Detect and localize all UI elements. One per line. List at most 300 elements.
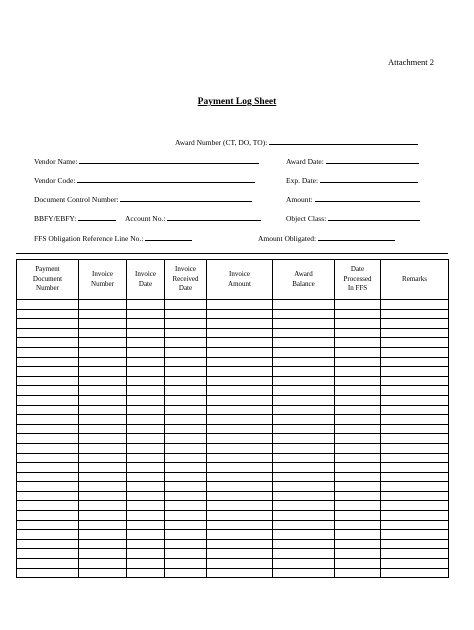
table-cell[interactable]: [207, 463, 273, 473]
table-cell[interactable]: [127, 511, 165, 521]
table-cell[interactable]: [127, 568, 165, 578]
table-cell[interactable]: [17, 386, 79, 396]
table-cell[interactable]: [335, 367, 381, 377]
table-cell[interactable]: [17, 347, 79, 357]
table-cell[interactable]: [127, 357, 165, 367]
table-cell[interactable]: [79, 405, 127, 415]
table-cell[interactable]: [127, 424, 165, 434]
payment-log-body: [17, 300, 449, 578]
table-cell[interactable]: [273, 511, 335, 521]
table-cell[interactable]: [207, 328, 273, 338]
table-cell[interactable]: [381, 539, 449, 549]
table-cell[interactable]: [165, 347, 207, 357]
table-cell[interactable]: [335, 491, 381, 501]
table-cell[interactable]: [273, 501, 335, 511]
table-cell[interactable]: [165, 559, 207, 569]
award-date-label: Award Date:: [286, 157, 324, 166]
table-cell[interactable]: [165, 328, 207, 338]
exp-date-label: Exp. Date:: [286, 176, 319, 185]
table-cell[interactable]: [165, 539, 207, 549]
column-header-date-processed-in-ffs: Date Processed In FFS: [335, 260, 381, 300]
table-cell[interactable]: [381, 568, 449, 578]
table-cell[interactable]: [207, 367, 273, 377]
table-cell[interactable]: [79, 559, 127, 569]
column-header-remarks: Remarks: [381, 260, 449, 300]
table-cell[interactable]: [165, 357, 207, 367]
table-cell[interactable]: [207, 386, 273, 396]
table-cell[interactable]: [335, 347, 381, 357]
table-cell[interactable]: [207, 309, 273, 319]
table-cell[interactable]: [381, 424, 449, 434]
table-cell[interactable]: [381, 386, 449, 396]
table-cell[interactable]: [381, 309, 449, 319]
table-cell[interactable]: [381, 434, 449, 444]
table-cell[interactable]: [273, 395, 335, 405]
table-cell[interactable]: [207, 376, 273, 386]
table-cell[interactable]: [17, 367, 79, 377]
table-cell[interactable]: [127, 530, 165, 540]
table-cell[interactable]: [17, 453, 79, 463]
table-cell[interactable]: [381, 415, 449, 425]
table-cell[interactable]: [335, 549, 381, 559]
table-cell[interactable]: [207, 472, 273, 482]
table-cell[interactable]: [273, 319, 335, 329]
document-control-number-line[interactable]: [120, 193, 252, 202]
table-cell[interactable]: [335, 453, 381, 463]
table-cell[interactable]: [79, 300, 127, 310]
table-cell[interactable]: [381, 463, 449, 473]
vendor-name-line[interactable]: [79, 155, 259, 164]
table-cell[interactable]: [127, 434, 165, 444]
table-cell[interactable]: [273, 434, 335, 444]
table-cell[interactable]: [165, 520, 207, 530]
ffs-obligation-ref-line[interactable]: [145, 232, 192, 241]
table-cell[interactable]: [127, 520, 165, 530]
table-cell[interactable]: [79, 434, 127, 444]
table-cell[interactable]: [79, 501, 127, 511]
table-cell[interactable]: [79, 453, 127, 463]
object-class-field: [286, 212, 420, 223]
table-cell[interactable]: [381, 405, 449, 415]
vendor-name-label: Vendor Name:: [34, 157, 78, 166]
table-cell[interactable]: [207, 491, 273, 501]
table-cell[interactable]: [17, 511, 79, 521]
table-row: [17, 415, 449, 425]
table-cell[interactable]: [127, 549, 165, 559]
table-cell[interactable]: [273, 300, 335, 310]
award-number-line[interactable]: [269, 136, 418, 145]
table-cell[interactable]: [79, 539, 127, 549]
award-date-line[interactable]: [326, 155, 419, 164]
table-cell[interactable]: [207, 357, 273, 367]
table-row: [17, 559, 449, 569]
table-row: [17, 405, 449, 415]
table-cell[interactable]: [127, 319, 165, 329]
table-cell[interactable]: [17, 463, 79, 473]
account-no-line[interactable]: [167, 212, 261, 221]
table-cell[interactable]: [17, 405, 79, 415]
table-cell[interactable]: [335, 501, 381, 511]
table-cell[interactable]: [207, 415, 273, 425]
table-cell[interactable]: [127, 386, 165, 396]
table-row: [17, 357, 449, 367]
table-cell[interactable]: [79, 376, 127, 386]
table-cell[interactable]: [127, 395, 165, 405]
table-cell[interactable]: [79, 319, 127, 329]
table-cell[interactable]: [335, 405, 381, 415]
table-cell[interactable]: [79, 347, 127, 357]
table-cell[interactable]: [17, 434, 79, 444]
table-cell[interactable]: [127, 415, 165, 425]
table-cell[interactable]: [381, 443, 449, 453]
table-cell[interactable]: [335, 520, 381, 530]
table-row: [17, 309, 449, 319]
bbfy-ebfy-field: [34, 212, 116, 223]
table-row: [17, 568, 449, 578]
table-cell[interactable]: [127, 347, 165, 357]
table-cell[interactable]: [165, 309, 207, 319]
table-row: [17, 549, 449, 559]
table-cell[interactable]: [165, 491, 207, 501]
bbfy-ebfy-line[interactable]: [78, 212, 116, 221]
table-cell[interactable]: [273, 520, 335, 530]
table-cell[interactable]: [79, 367, 127, 377]
table-cell[interactable]: [165, 463, 207, 473]
column-header-payment-document-number: Payment Document Number: [17, 260, 79, 300]
table-cell[interactable]: [273, 453, 335, 463]
table-cell[interactable]: [79, 424, 127, 434]
table-cell[interactable]: [17, 559, 79, 569]
table-cell[interactable]: [127, 338, 165, 348]
table-cell[interactable]: [17, 491, 79, 501]
table-cell[interactable]: [335, 376, 381, 386]
table-cell[interactable]: [165, 415, 207, 425]
table-cell[interactable]: [165, 472, 207, 482]
table-cell[interactable]: [127, 463, 165, 473]
exp-date-field: [286, 174, 418, 185]
table-cell[interactable]: [335, 309, 381, 319]
table-cell[interactable]: [273, 559, 335, 569]
table-cell[interactable]: [381, 472, 449, 482]
table-cell[interactable]: [207, 520, 273, 530]
table-cell[interactable]: [381, 530, 449, 540]
table-cell[interactable]: [79, 520, 127, 530]
table-cell[interactable]: [17, 357, 79, 367]
table-row: [17, 347, 449, 357]
table-cell[interactable]: [127, 491, 165, 501]
table-row: [17, 328, 449, 338]
table-cell[interactable]: [165, 367, 207, 377]
table-cell[interactable]: [335, 300, 381, 310]
table-cell[interactable]: [273, 549, 335, 559]
object-class-label: Object Class:: [286, 214, 327, 223]
table-cell[interactable]: [381, 520, 449, 530]
table-cell[interactable]: [335, 530, 381, 540]
table-cell[interactable]: [207, 568, 273, 578]
table-cell[interactable]: [17, 338, 79, 348]
table-cell[interactable]: [381, 453, 449, 463]
table-cell[interactable]: [165, 386, 207, 396]
table-cell[interactable]: [273, 463, 335, 473]
table-cell[interactable]: [335, 386, 381, 396]
award-date-field: [286, 155, 419, 166]
table-cell[interactable]: [127, 328, 165, 338]
table-cell[interactable]: [381, 357, 449, 367]
table-cell[interactable]: [79, 328, 127, 338]
table-row: [17, 539, 449, 549]
table-cell[interactable]: [127, 539, 165, 549]
table-cell[interactable]: [381, 300, 449, 310]
table-cell[interactable]: [127, 405, 165, 415]
table-row: [17, 491, 449, 501]
ffs-obligation-ref-label: FFS Obligation Reference Line No.:: [34, 234, 144, 243]
table-cell[interactable]: [127, 443, 165, 453]
table-cell[interactable]: [79, 482, 127, 492]
table-cell[interactable]: [207, 549, 273, 559]
table-cell[interactable]: [207, 511, 273, 521]
table-row: [17, 386, 449, 396]
award-number-label: Award Number (CT, DO, TO):: [175, 138, 268, 147]
table-cell[interactable]: [335, 415, 381, 425]
table-cell[interactable]: [17, 549, 79, 559]
table-cell[interactable]: [127, 482, 165, 492]
table-cell[interactable]: [207, 405, 273, 415]
table-cell[interactable]: [273, 405, 335, 415]
table-row: [17, 338, 449, 348]
table-cell[interactable]: [335, 463, 381, 473]
table-cell[interactable]: [207, 482, 273, 492]
table-cell[interactable]: [165, 443, 207, 453]
table-cell[interactable]: [165, 395, 207, 405]
table-cell[interactable]: [207, 347, 273, 357]
account-no-field: [125, 212, 261, 223]
table-cell[interactable]: [335, 319, 381, 329]
table-cell[interactable]: [381, 319, 449, 329]
table-cell[interactable]: [207, 443, 273, 453]
table-cell[interactable]: [335, 472, 381, 482]
table-cell[interactable]: [273, 568, 335, 578]
table-cell[interactable]: [79, 357, 127, 367]
table-row: [17, 300, 449, 310]
page-title: Payment Log Sheet: [197, 97, 277, 107]
column-header-award-balance: Award Balance: [273, 260, 335, 300]
table-row: [17, 395, 449, 405]
table-row: [17, 367, 449, 377]
table-cell[interactable]: [79, 530, 127, 540]
table-row: [17, 501, 449, 511]
table-cell[interactable]: [273, 386, 335, 396]
table-cell[interactable]: [207, 395, 273, 405]
table-cell[interactable]: [165, 405, 207, 415]
table-cell[interactable]: [17, 520, 79, 530]
table-cell[interactable]: [165, 511, 207, 521]
table-cell[interactable]: [79, 491, 127, 501]
table-cell[interactable]: [273, 376, 335, 386]
table-cell[interactable]: [79, 395, 127, 405]
table-cell[interactable]: [127, 472, 165, 482]
table-cell[interactable]: [17, 568, 79, 578]
column-header-invoice-number: Invoice Number: [79, 260, 127, 300]
table-cell[interactable]: [381, 511, 449, 521]
column-header-invoice-received-date: Invoice Received Date: [165, 260, 207, 300]
object-class-line[interactable]: [328, 212, 420, 221]
table-cell[interactable]: [335, 338, 381, 348]
table-cell[interactable]: [273, 472, 335, 482]
attachment-label: Attachment 2: [388, 57, 435, 67]
table-cell[interactable]: [17, 319, 79, 329]
table-cell[interactable]: [165, 319, 207, 329]
table-cell[interactable]: [17, 482, 79, 492]
table-cell[interactable]: [335, 357, 381, 367]
table-cell[interactable]: [207, 300, 273, 310]
table-cell[interactable]: [127, 453, 165, 463]
table-cell[interactable]: [335, 443, 381, 453]
table-cell[interactable]: [165, 453, 207, 463]
table-cell[interactable]: [79, 568, 127, 578]
table-cell[interactable]: [79, 309, 127, 319]
table-cell[interactable]: [79, 443, 127, 453]
table-cell[interactable]: [335, 568, 381, 578]
table-cell[interactable]: [17, 415, 79, 425]
table-cell[interactable]: [335, 539, 381, 549]
table-cell[interactable]: [273, 347, 335, 357]
exp-date-line[interactable]: [320, 174, 418, 183]
table-row: [17, 472, 449, 482]
table-cell[interactable]: [273, 443, 335, 453]
table-cell[interactable]: [207, 530, 273, 540]
table-cell[interactable]: [79, 463, 127, 473]
table-cell[interactable]: [165, 424, 207, 434]
table-cell[interactable]: [165, 549, 207, 559]
table-cell[interactable]: [207, 424, 273, 434]
column-header-invoice-date: Invoice Date: [127, 260, 165, 300]
table-cell[interactable]: [17, 530, 79, 540]
table-row: [17, 443, 449, 453]
table-cell[interactable]: [335, 395, 381, 405]
table-cell[interactable]: [165, 482, 207, 492]
table-header-row: [17, 260, 449, 300]
table-row: [17, 424, 449, 434]
vendor-code-line[interactable]: [77, 174, 255, 183]
table-row: [17, 520, 449, 530]
table-cell[interactable]: [165, 434, 207, 444]
section-divider: [16, 253, 448, 254]
table-cell[interactable]: [273, 309, 335, 319]
table-cell[interactable]: [273, 328, 335, 338]
table-cell[interactable]: [381, 376, 449, 386]
vendor-name-field: [34, 155, 259, 166]
ffs-obligation-ref-field: [34, 232, 192, 243]
award-number-field: [175, 136, 418, 147]
table-cell[interactable]: [273, 415, 335, 425]
table-cell[interactable]: [381, 491, 449, 501]
table-cell[interactable]: [79, 472, 127, 482]
table-cell[interactable]: [381, 338, 449, 348]
table-cell[interactable]: [273, 338, 335, 348]
table-cell[interactable]: [335, 559, 381, 569]
table-cell[interactable]: [127, 559, 165, 569]
table-row: [17, 376, 449, 386]
table-cell[interactable]: [381, 501, 449, 511]
table-cell[interactable]: [273, 482, 335, 492]
table-cell[interactable]: [207, 501, 273, 511]
table-cell[interactable]: [17, 309, 79, 319]
table-cell[interactable]: [273, 530, 335, 540]
table-row: [17, 434, 449, 444]
amount-obligated-line[interactable]: [318, 232, 395, 241]
vendor-code-field: [34, 174, 255, 185]
table-cell[interactable]: [79, 511, 127, 521]
table-cell[interactable]: [17, 300, 79, 310]
table-cell[interactable]: [207, 319, 273, 329]
table-cell[interactable]: [273, 357, 335, 367]
table-cell[interactable]: [381, 549, 449, 559]
table-cell[interactable]: [335, 482, 381, 492]
table-cell[interactable]: [381, 347, 449, 357]
table-cell[interactable]: [165, 300, 207, 310]
table-cell[interactable]: [273, 424, 335, 434]
table-cell[interactable]: [335, 511, 381, 521]
table-cell[interactable]: [127, 376, 165, 386]
table-cell[interactable]: [79, 415, 127, 425]
table-cell[interactable]: [381, 328, 449, 338]
account-no-label: Account No.:: [125, 214, 166, 223]
table-cell[interactable]: [273, 491, 335, 501]
table-cell[interactable]: [17, 501, 79, 511]
table-row: [17, 482, 449, 492]
table-cell[interactable]: [165, 376, 207, 386]
table-cell[interactable]: [207, 338, 273, 348]
table-cell[interactable]: [17, 395, 79, 405]
table-cell[interactable]: [165, 501, 207, 511]
table-cell[interactable]: [17, 539, 79, 549]
table-cell[interactable]: [207, 559, 273, 569]
table-cell[interactable]: [79, 338, 127, 348]
table-cell[interactable]: [381, 482, 449, 492]
table-cell[interactable]: [17, 376, 79, 386]
table-cell[interactable]: [273, 539, 335, 549]
table-cell[interactable]: [207, 434, 273, 444]
table-cell[interactable]: [17, 328, 79, 338]
table-cell[interactable]: [17, 443, 79, 453]
table-cell[interactable]: [335, 328, 381, 338]
table-row: [17, 453, 449, 463]
table-cell[interactable]: [79, 549, 127, 559]
table-cell[interactable]: [165, 530, 207, 540]
table-cell[interactable]: [273, 367, 335, 377]
table-cell[interactable]: [381, 395, 449, 405]
table-cell[interactable]: [165, 568, 207, 578]
table-cell[interactable]: [17, 472, 79, 482]
table-cell[interactable]: [79, 386, 127, 396]
table-row: [17, 511, 449, 521]
table-cell[interactable]: [207, 539, 273, 549]
table-row: [17, 530, 449, 540]
table-cell[interactable]: [381, 367, 449, 377]
table-row: [17, 463, 449, 473]
table-cell[interactable]: [207, 453, 273, 463]
table-cell[interactable]: [335, 424, 381, 434]
table-cell[interactable]: [127, 309, 165, 319]
table-cell[interactable]: [17, 424, 79, 434]
table-cell[interactable]: [381, 559, 449, 569]
table-cell[interactable]: [335, 434, 381, 444]
table-cell[interactable]: [127, 367, 165, 377]
table-cell[interactable]: [165, 338, 207, 348]
amount-line[interactable]: [315, 193, 420, 202]
table-cell[interactable]: [127, 300, 165, 310]
table-cell[interactable]: [127, 501, 165, 511]
